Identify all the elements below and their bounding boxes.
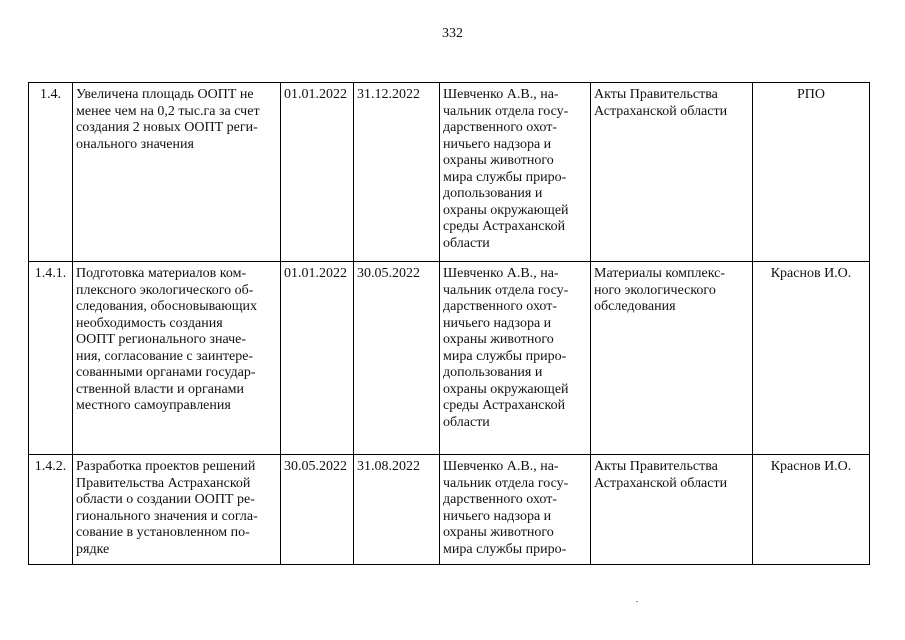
text-line: менее чем на 0,2 тыс.га за счет <box>76 103 260 119</box>
text-line: необходимость создания <box>76 315 223 331</box>
end-date: 31.08.2022 <box>354 455 440 565</box>
text-line: мира службы приро- <box>443 541 567 557</box>
text-line: охраны животного <box>443 332 554 347</box>
text-line: ООПТ регионального значе- <box>76 332 247 347</box>
text-line: области <box>443 414 490 430</box>
table-row <box>29 262 870 455</box>
text-line: онального значения <box>76 136 194 152</box>
text-line: ния, согласование с заинтере- <box>76 348 254 364</box>
text-line: ничьего надзора и <box>443 315 552 331</box>
text-line: Материалы комплекс- <box>594 266 726 281</box>
text-line: Увеличена площадь ООПТ не <box>76 87 254 102</box>
text-line: дарственного охот- <box>443 299 558 314</box>
item-number: 1.4. <box>29 83 73 262</box>
text-line: сованными органами государ- <box>76 365 256 380</box>
end-date: 31.12.2022 <box>354 83 440 262</box>
text-line: среды Астраханской <box>443 398 566 413</box>
measure-name <box>73 262 281 455</box>
text-line: Астраханской области <box>594 103 728 119</box>
table-row <box>29 83 870 262</box>
text-line: создания 2 новых ООПТ реги- <box>76 120 258 135</box>
text-line: ничьего надзора и <box>443 508 552 524</box>
scan-speck <box>636 601 638 602</box>
text-line: чальник отдела госу- <box>443 103 569 119</box>
measure-name <box>73 83 281 262</box>
text-line: чальник отдела госу- <box>443 475 569 491</box>
page-number: 332 <box>442 26 463 41</box>
expected-result <box>591 455 753 565</box>
text-line: рядке <box>76 541 110 557</box>
end-date: 30.05.2022 <box>354 262 440 455</box>
text-line: чальник отдела госу- <box>443 282 569 298</box>
text-line: Разработка проектов решений <box>76 459 256 474</box>
text-line: Акты Правительства <box>594 87 718 102</box>
text-line: Шевченко А.В., на- <box>443 266 559 281</box>
responsible-person <box>440 455 591 565</box>
text-line: Подготовка материалов ком- <box>76 266 247 281</box>
expected-result <box>591 83 753 262</box>
text-line: плексного экологического об- <box>76 282 254 298</box>
responsible-person <box>440 83 591 262</box>
text-line: обследования <box>594 299 676 314</box>
text-line: Правительства Астраханской <box>76 475 251 491</box>
item-number: 1.4.2. <box>29 455 73 565</box>
text-line: Астраханской области <box>594 475 728 491</box>
executor: Краснов И.О. <box>753 455 870 565</box>
text-line: области о создании ООПТ ре- <box>76 492 255 507</box>
start-date: 01.01.2022 <box>281 262 354 455</box>
text-line: допользования и <box>443 365 543 380</box>
text-line: местного самоуправления <box>76 398 231 413</box>
executor: Краснов И.О. <box>753 262 870 455</box>
text-line: мира службы приро- <box>443 169 567 185</box>
text-line: сование в установленном по- <box>76 525 250 540</box>
text-line: области <box>443 235 490 251</box>
text-line: ственной власти и органами <box>76 381 245 397</box>
expected-result <box>591 262 753 455</box>
text-line: Акты Правительства <box>594 459 718 474</box>
text-line: среды Астраханской <box>443 219 566 234</box>
text-line: охраны животного <box>443 153 554 168</box>
text-line: следования, обосновывающих <box>76 299 257 314</box>
text-line: ного экологического <box>594 282 716 298</box>
item-number: 1.4.1. <box>29 262 73 455</box>
measure-name <box>73 455 281 565</box>
text-line: гионального значения и согла- <box>76 508 258 524</box>
responsible-person <box>440 262 591 455</box>
text-line: охраны окружающей <box>443 202 569 218</box>
text-line: допользования и <box>443 186 543 201</box>
text-line: Шевченко А.В., на- <box>443 87 559 102</box>
plan-table <box>28 82 870 565</box>
text-line: мира службы приро- <box>443 348 567 364</box>
table-row <box>29 455 870 565</box>
start-date: 30.05.2022 <box>281 455 354 565</box>
text-line: охраны животного <box>443 525 554 540</box>
executor: РПО <box>753 83 870 262</box>
text-line: дарственного охот- <box>443 120 558 135</box>
text-line: ничьего надзора и <box>443 136 552 152</box>
text-line: Шевченко А.В., на- <box>443 459 559 474</box>
text-line: дарственного охот- <box>443 492 558 507</box>
start-date: 01.01.2022 <box>281 83 354 262</box>
text-line: охраны окружающей <box>443 381 569 397</box>
